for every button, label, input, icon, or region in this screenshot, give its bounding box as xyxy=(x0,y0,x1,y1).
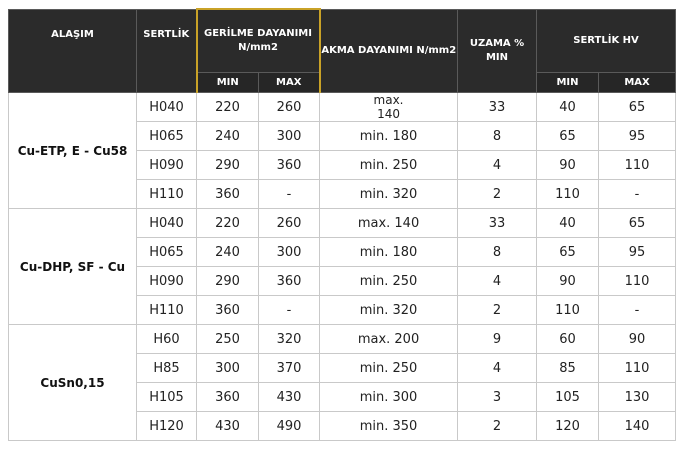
cell-gerilme-min: 290 xyxy=(197,151,259,180)
header-gerilme-min: MIN xyxy=(197,73,259,93)
cell-hv-max: 130 xyxy=(599,383,676,412)
cell-sertlik: H120 xyxy=(137,412,197,441)
cell-gerilme-min: 360 xyxy=(197,383,259,412)
cell-gerilme-max: 260 xyxy=(259,93,320,122)
cell-sertlik: H110 xyxy=(137,180,197,209)
cell-akma: min. 320 xyxy=(320,180,458,209)
cell-sertlik: H040 xyxy=(137,93,197,122)
table-row xyxy=(9,325,676,354)
cell-akma: min. 180 xyxy=(320,122,458,151)
cell-hv-max: 110 xyxy=(599,267,676,296)
cell-uzama: 2 xyxy=(458,180,537,209)
header-sertlik-hv: SERTLİK HV xyxy=(537,9,676,73)
header-gerilme: GERİLME DAYANIMI N/mm2 xyxy=(197,9,320,73)
header-uzama: UZAMA % MIN xyxy=(458,9,537,93)
cell-hv-min: 110 xyxy=(537,296,599,325)
cell-hv-min: 90 xyxy=(537,151,599,180)
cell-sertlik: H110 xyxy=(137,296,197,325)
cell-sertlik: H85 xyxy=(137,354,197,383)
cell-hv-max: 95 xyxy=(599,238,676,267)
alloy-name: Cu-DHP, SF - Cu xyxy=(9,209,137,325)
table-row xyxy=(9,209,676,238)
cell-akma: min. 300 xyxy=(320,383,458,412)
cell-hv-min: 60 xyxy=(537,325,599,354)
cell-gerilme-min: 250 xyxy=(197,325,259,354)
cell-uzama: 9 xyxy=(458,325,537,354)
header-hv-max: MAX xyxy=(599,73,676,93)
alloy-name: CuSn0,15 xyxy=(9,325,137,441)
cell-akma: max. 200 xyxy=(320,325,458,354)
cell-hv-min: 40 xyxy=(537,209,599,238)
cell-sertlik: H090 xyxy=(137,151,197,180)
cell-hv-min: 85 xyxy=(537,354,599,383)
table-row xyxy=(9,93,676,122)
alloy-properties-table xyxy=(8,8,676,441)
cell-hv-max: 110 xyxy=(599,354,676,383)
cell-gerilme-min: 220 xyxy=(197,209,259,238)
cell-sertlik: H065 xyxy=(137,238,197,267)
cell-hv-max: 65 xyxy=(599,209,676,238)
cell-gerilme-max: - xyxy=(259,180,320,209)
cell-gerilme-min: 300 xyxy=(197,354,259,383)
cell-gerilme-max: 300 xyxy=(259,122,320,151)
header-akma: AKMA DAYANIMI N/mm2 xyxy=(320,9,458,93)
cell-sertlik: H090 xyxy=(137,267,197,296)
cell-gerilme-max: 370 xyxy=(259,354,320,383)
cell-hv-max: 110 xyxy=(599,151,676,180)
cell-akma: min. 250 xyxy=(320,151,458,180)
cell-gerilme-max: 490 xyxy=(259,412,320,441)
cell-hv-min: 110 xyxy=(537,180,599,209)
cell-gerilme-min: 360 xyxy=(197,296,259,325)
cell-gerilme-min: 290 xyxy=(197,267,259,296)
cell-hv-max: - xyxy=(599,296,676,325)
cell-sertlik: H065 xyxy=(137,122,197,151)
cell-hv-min: 105 xyxy=(537,383,599,412)
cell-gerilme-min: 240 xyxy=(197,122,259,151)
cell-hv-max: 140 xyxy=(599,412,676,441)
cell-uzama: 4 xyxy=(458,151,537,180)
cell-uzama: 3 xyxy=(458,383,537,412)
alloy-name: Cu-ETP, E - Cu58 xyxy=(9,93,137,209)
cell-gerilme-min: 430 xyxy=(197,412,259,441)
header-gerilme-max: MAX xyxy=(259,73,320,93)
cell-gerilme-max: 320 xyxy=(259,325,320,354)
cell-akma: min. 320 xyxy=(320,296,458,325)
cell-gerilme-min: 240 xyxy=(197,238,259,267)
cell-gerilme-max: 430 xyxy=(259,383,320,412)
cell-sertlik: H040 xyxy=(137,209,197,238)
cell-gerilme-max: 360 xyxy=(259,267,320,296)
cell-hv-max: 95 xyxy=(599,122,676,151)
cell-gerilme-max: 260 xyxy=(259,209,320,238)
cell-uzama: 2 xyxy=(458,412,537,441)
header-hv-min: MIN xyxy=(537,73,599,93)
cell-hv-min: 65 xyxy=(537,122,599,151)
cell-hv-min: 40 xyxy=(537,93,599,122)
cell-hv-max: - xyxy=(599,180,676,209)
cell-hv-max: 90 xyxy=(599,325,676,354)
header-alasim: ALAŞIM xyxy=(9,9,137,93)
cell-akma: min. 180 xyxy=(320,238,458,267)
cell-akma: max. 140 xyxy=(320,93,458,122)
cell-uzama: 4 xyxy=(458,354,537,383)
cell-akma: min. 350 xyxy=(320,412,458,441)
cell-uzama: 33 xyxy=(458,209,537,238)
cell-uzama: 8 xyxy=(458,122,537,151)
cell-gerilme-max: 360 xyxy=(259,151,320,180)
cell-sertlik: H60 xyxy=(137,325,197,354)
cell-uzama: 33 xyxy=(458,93,537,122)
cell-akma: min. 250 xyxy=(320,354,458,383)
cell-uzama: 2 xyxy=(458,296,537,325)
cell-gerilme-min: 220 xyxy=(197,93,259,122)
cell-uzama: 4 xyxy=(458,267,537,296)
cell-hv-min: 65 xyxy=(537,238,599,267)
header-sertlik: SERTLİK xyxy=(137,9,197,93)
cell-sertlik: H105 xyxy=(137,383,197,412)
cell-akma: min. 250 xyxy=(320,267,458,296)
cell-gerilme-min: 360 xyxy=(197,180,259,209)
cell-gerilme-max: - xyxy=(259,296,320,325)
cell-gerilme-max: 300 xyxy=(259,238,320,267)
cell-hv-min: 90 xyxy=(537,267,599,296)
cell-hv-min: 120 xyxy=(537,412,599,441)
cell-hv-max: 65 xyxy=(599,93,676,122)
cell-uzama: 8 xyxy=(458,238,537,267)
cell-akma: max. 140 xyxy=(320,209,458,238)
